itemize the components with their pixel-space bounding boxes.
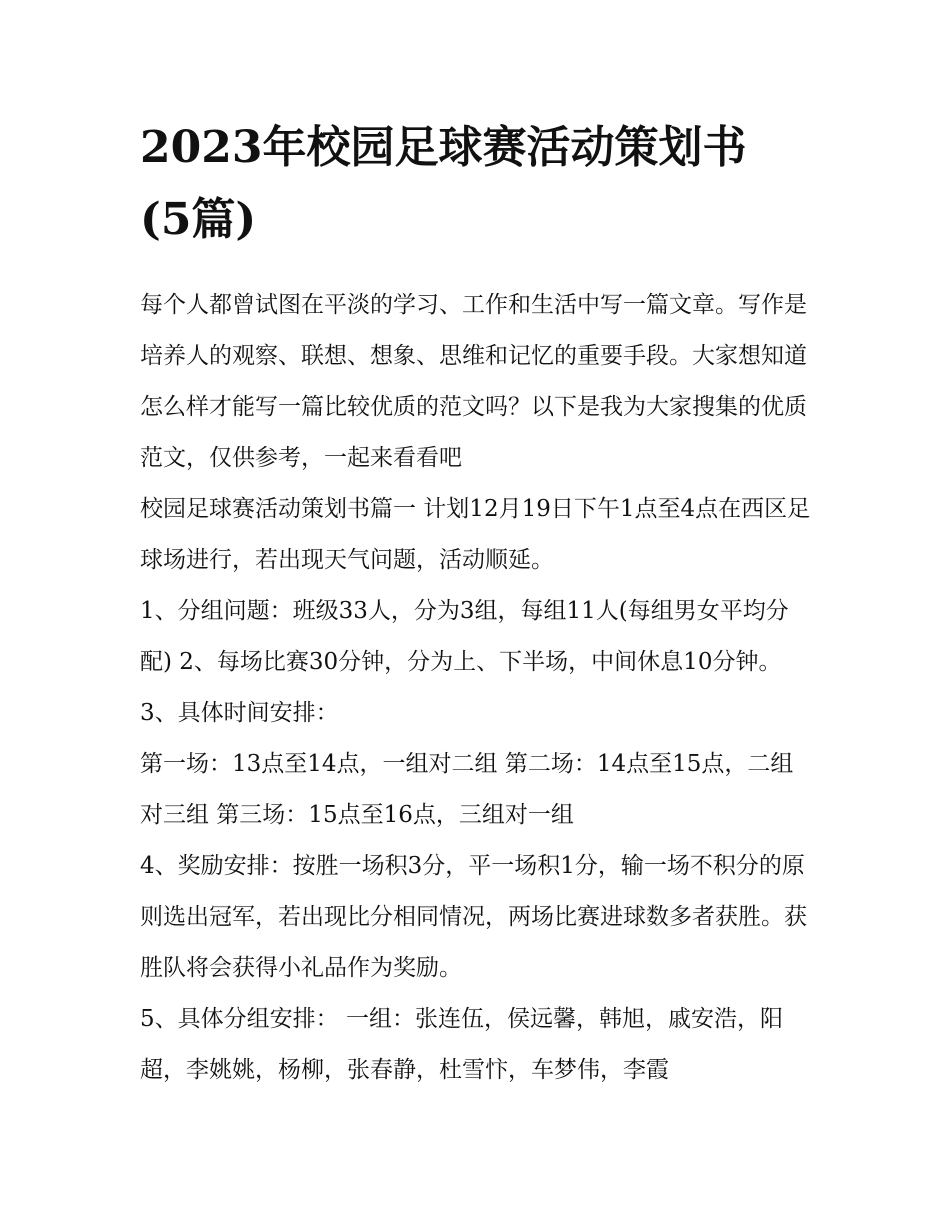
document-page: [140, 0, 815, 1229]
page-title: [140, 112, 815, 256]
title-line-2: (5篇): [140, 194, 257, 245]
paragraph-grouping: 1、分组问题：班级33人，分为3组，每组11人(每组男女平均分配) 2、每场比赛30分钟，分为上、下半场，中间休息10分钟。 3、具体时间安排：: [140, 598, 789, 726]
title-line-1: 2023年校园足球赛活动策划书: [140, 122, 747, 173]
paragraph-group-list: 5、具体分组安排： 一组：张连伍，侯远馨，韩旭，戚安浩，阳超，李姚姚，杨柳，张春静，杜雪忭，车梦伟，李霞: [140, 1006, 783, 1083]
paragraph-schedule: 第一场：13点至14点，一组对二组 第二场：14点至15点，二组对三组 第三场：15点至16点，三组对一组: [140, 751, 794, 828]
paragraph-plan: 校园足球赛活动策划书篇一 计划12月19日下午1点至4点在西区足球场进行，若出现天气问题，活动顺延。: [140, 496, 811, 573]
paragraph-rewards: 4、奖励安排：按胜一场积3分，平一场积1分，输一场不积分的原则选出冠军，若出现比分相同情况，两场比赛进球数多者获胜。获胜队将会获得小礼品作为奖励。: [140, 853, 807, 981]
paragraph-intro: 每个人都曾试图在平淡的学习、工作和生活中写一篇文章。写作是培养人的观察、联想、想象、思维和记忆的重要手段。大家想知道怎么样才能写一篇比较优质的范文吗？以下是我为大家搜集的优质范文，仅供参考，一起来看看吧: [140, 292, 807, 471]
document-body: [140, 280, 815, 1096]
